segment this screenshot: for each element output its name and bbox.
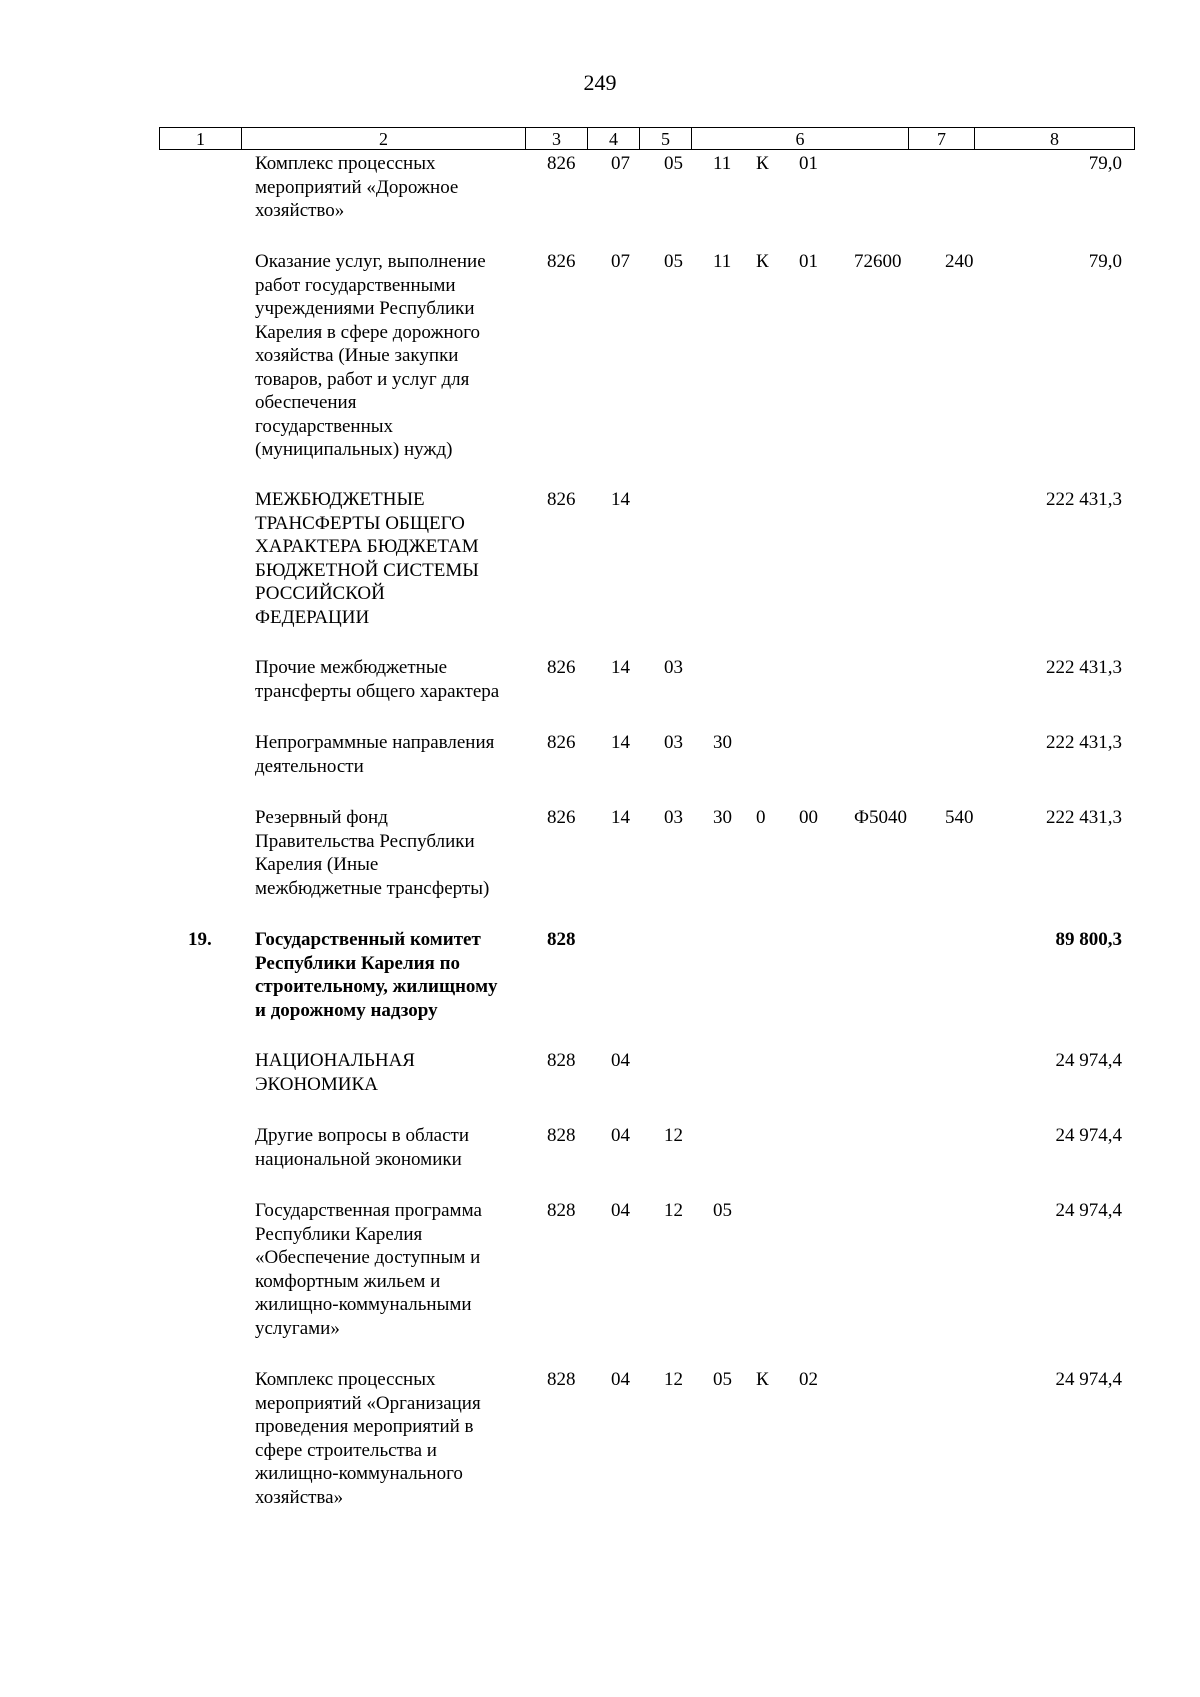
column-6-direction-cell: Ф5040 xyxy=(854,807,908,828)
column-4-cell: 04 xyxy=(611,1050,630,1071)
column-4-cell: 04 xyxy=(611,1125,630,1146)
column-4-cell: 04 xyxy=(611,1369,630,1390)
column-5-cell: 05 xyxy=(664,251,683,272)
row-name-line: Комплекс процессных xyxy=(255,1369,436,1390)
column-4-cell: 14 xyxy=(611,657,630,678)
column-6-program-cell: 05 xyxy=(713,1200,732,1221)
row-name-line: проведения мероприятий в xyxy=(255,1416,474,1437)
row-name xyxy=(255,806,525,900)
row-name-line: жилищно-коммунального xyxy=(255,1463,463,1484)
column-6-event-cell: 00 xyxy=(799,807,818,828)
amount-cell: 222 431,3 xyxy=(1046,489,1122,510)
column-3-cell: 828 xyxy=(547,1125,576,1146)
row-name xyxy=(255,1124,525,1171)
column-5-cell: 12 xyxy=(664,1369,683,1390)
row-name-line: работ государственными xyxy=(255,274,456,296)
row-name-line: и дорожному надзору xyxy=(255,999,438,1021)
row-name xyxy=(255,250,525,462)
column-7-cell: 540 xyxy=(945,807,974,828)
column-5-cell: 03 xyxy=(664,657,683,678)
row-name xyxy=(255,731,525,778)
row-name-line: Республики Карелия по xyxy=(255,952,461,974)
column-header-2: 2 xyxy=(242,128,526,150)
column-header-row xyxy=(160,128,1135,150)
amount-cell: 79,0 xyxy=(1088,251,1122,272)
row-name-line: хозяйства (Иные закупки xyxy=(255,345,459,366)
row-name-line: Карелия (Иные xyxy=(255,854,379,875)
column-header-3: 3 xyxy=(526,128,588,150)
row-name-line: хозяйства» xyxy=(255,1486,344,1508)
column-3-cell: 828 xyxy=(547,1200,576,1221)
row-name-line: МЕЖБЮДЖЕТНЫЕ xyxy=(255,489,425,510)
column-6-program-cell: 05 xyxy=(713,1369,732,1390)
row-name-line: государственных xyxy=(255,415,394,437)
row-name xyxy=(255,928,525,1022)
column-3-cell: 826 xyxy=(547,807,576,828)
row-name-line: жилищно-коммунальными xyxy=(255,1294,472,1315)
column-header-4: 4 xyxy=(588,128,640,150)
row-name-line: «Обеспечение доступным и xyxy=(255,1247,481,1268)
column-3-cell: 828 xyxy=(547,929,576,950)
column-6-direction-cell: 72600 xyxy=(854,251,902,272)
amount-cell: 24 974,4 xyxy=(1055,1369,1122,1390)
column-4-cell: 04 xyxy=(611,1200,630,1221)
row-name-line: услугами» xyxy=(255,1317,340,1339)
row-name-line: Другие вопросы в области xyxy=(255,1125,470,1146)
column-3-cell: 828 xyxy=(547,1369,576,1390)
row-name-line: трансферты общего характера xyxy=(255,680,500,702)
column-7-cell: 240 xyxy=(945,251,974,272)
row-name-line: товаров, работ и услуг для xyxy=(255,368,470,390)
amount-cell: 222 431,3 xyxy=(1046,807,1122,828)
row-name-line: Государственная программа xyxy=(255,1200,482,1221)
row-name xyxy=(255,152,525,223)
amount-cell: 24 974,4 xyxy=(1055,1125,1122,1146)
row-name-line: мероприятий «Дорожное xyxy=(255,176,459,198)
column-4-cell: 14 xyxy=(611,489,630,510)
row-name-line: РОССИЙСКОЙ xyxy=(255,583,385,604)
column-3-cell: 826 xyxy=(547,732,576,753)
column-5-cell: 03 xyxy=(664,807,683,828)
column-5-cell: 03 xyxy=(664,732,683,753)
column-6-subprogram-cell: К xyxy=(756,251,769,272)
column-4-cell: 14 xyxy=(611,732,630,753)
row-name-line: хозяйство» xyxy=(255,200,345,221)
row-name-line: Прочие межбюджетные xyxy=(255,657,448,678)
column-4-cell: 07 xyxy=(611,153,630,174)
row-name-line: сфере строительства и xyxy=(255,1439,437,1461)
column-4-cell: 14 xyxy=(611,807,630,828)
amount-cell: 24 974,4 xyxy=(1055,1050,1122,1071)
row-name-line: Карелия в сфере дорожного xyxy=(255,321,481,343)
amount-cell: 222 431,3 xyxy=(1046,657,1122,678)
column-6-subprogram-cell: К xyxy=(756,1369,769,1390)
row-name-line: Резервный фонд xyxy=(255,807,388,828)
amount-cell: 24 974,4 xyxy=(1055,1200,1122,1221)
row-name-line: Комплекс процессных xyxy=(255,153,436,174)
row-name-line: (муниципальных) нужд) xyxy=(255,439,453,460)
row-name xyxy=(255,656,525,703)
row-name-line: учреждениями Республики xyxy=(255,298,475,319)
column-6-event-cell: 01 xyxy=(799,153,818,174)
column-5-cell: 05 xyxy=(664,153,683,174)
row-name-line: обеспечения xyxy=(255,392,357,413)
row-name-line: деятельности xyxy=(255,755,364,777)
row-name-line: Государственный комитет xyxy=(255,929,481,950)
row-name-line: Непрограммные направления xyxy=(255,732,495,753)
column-3-cell: 826 xyxy=(547,251,576,272)
column-6-event-cell: 01 xyxy=(799,251,818,272)
row-name-line: Правительства Республики xyxy=(255,830,475,852)
column-4-cell: 07 xyxy=(611,251,630,272)
column-header-1: 1 xyxy=(160,128,242,150)
column-header-5: 5 xyxy=(640,128,692,150)
column-header-7: 7 xyxy=(909,128,975,150)
row-name xyxy=(255,1368,525,1509)
column-6-subprogram-cell: 0 xyxy=(756,807,766,828)
row-name-line: национальной экономики xyxy=(255,1148,462,1170)
column-3-cell: 828 xyxy=(547,1050,576,1071)
row-name-line: ТРАНСФЕРТЫ ОБЩЕГО xyxy=(255,512,465,534)
row-name-line: мероприятий «Организация xyxy=(255,1392,481,1414)
column-header-table xyxy=(159,127,1135,150)
column-6-event-cell: 02 xyxy=(799,1369,818,1390)
column-6-program-cell: 30 xyxy=(713,807,732,828)
column-3-cell: 826 xyxy=(547,153,576,174)
column-5-cell: 12 xyxy=(664,1125,683,1146)
amount-cell: 89 800,3 xyxy=(1055,929,1122,950)
column-6-program-cell: 11 xyxy=(713,251,732,272)
column-header-8: 8 xyxy=(975,128,1135,150)
page-number: 249 xyxy=(583,70,617,95)
column-6-program-cell: 30 xyxy=(713,732,732,753)
row-name-line: Оказание услуг, выполнение xyxy=(255,251,486,272)
column-header-6: 6 xyxy=(692,128,909,150)
row-name-line: БЮДЖЕТНОЙ СИСТЕМЫ xyxy=(255,559,479,581)
row-name xyxy=(255,1049,525,1096)
row-name-line: строительному, жилищному xyxy=(255,976,498,997)
row-name-line: ФЕДЕРАЦИИ xyxy=(255,606,370,628)
column-3-cell: 826 xyxy=(547,657,576,678)
column-6-program-cell: 11 xyxy=(713,153,732,174)
column-5-cell: 12 xyxy=(664,1200,683,1221)
amount-cell: 79,0 xyxy=(1088,153,1122,174)
row-name xyxy=(255,1199,525,1340)
column-6-subprogram-cell: К xyxy=(756,153,769,174)
column-3-cell: 826 xyxy=(547,489,576,510)
row-name-line: ЭКОНОМИКА xyxy=(255,1073,378,1095)
row-name-line: комфортным жильем и xyxy=(255,1270,441,1292)
row-number: 19. xyxy=(188,929,212,950)
amount-cell: 222 431,3 xyxy=(1046,732,1122,753)
row-name xyxy=(255,488,525,629)
row-name-line: ХАРАКТЕРА БЮДЖЕТАМ xyxy=(255,536,479,557)
row-name-line: межбюджетные трансферты) xyxy=(255,877,490,899)
row-name-line: Республики Карелия xyxy=(255,1223,423,1245)
row-name-line: НАЦИОНАЛЬНАЯ xyxy=(255,1050,415,1071)
